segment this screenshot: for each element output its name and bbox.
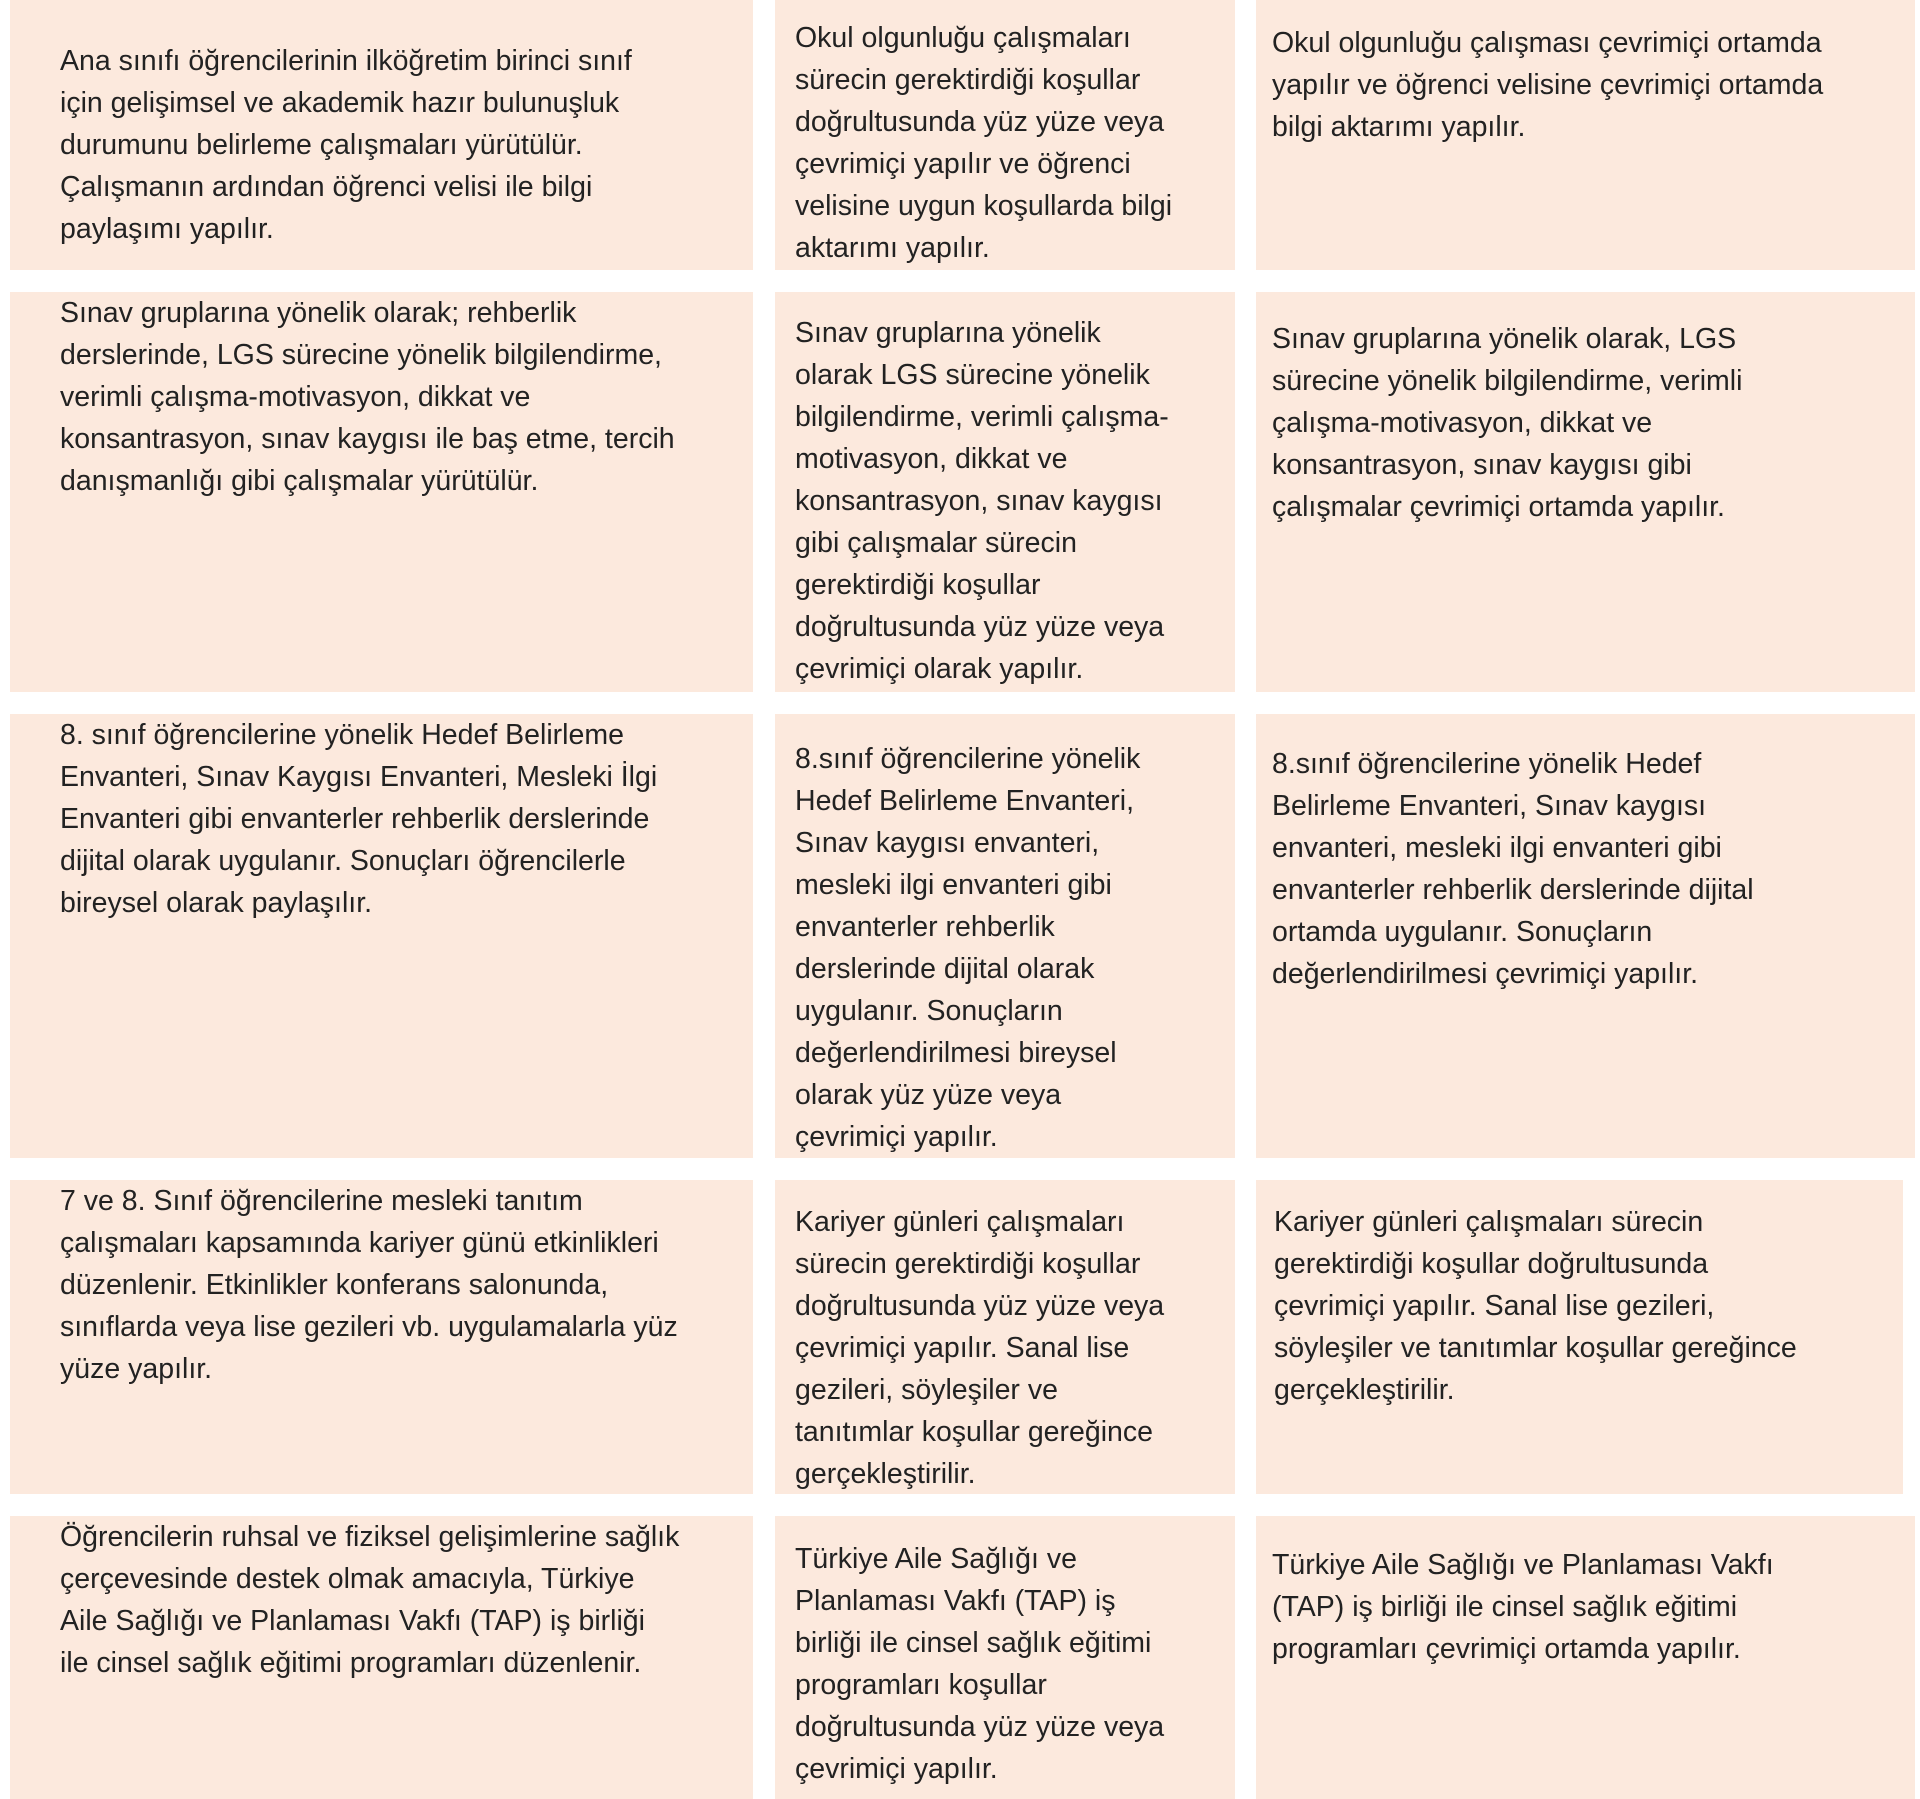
row-2-cell-1 (10, 292, 753, 692)
row-3-cell-2-text: 8.sınıf öğrencilerine yönelik Hedef Belirleme Envanteri, Sınav kaygısı envanteri, mesleki ilgi envanteri gibi envanterler rehberlik derslerinde dijital olarak uygulanır. Sonuçların değerlendirilmesi bireysel olarak yüz yüze veya çevrimiçi yapılır. (795, 743, 1141, 1153)
row-5-cell-2-text: Türkiye Aile Sağlığı ve Planlaması Vakfı (TAP) iş birliği ile cinsel sağlık eğitimi programları koşullar doğrultusunda yüz yüze veya çevrimiçi yapılır. (795, 1543, 1165, 1785)
row-5-cell-3 (1256, 1516, 1915, 1799)
row-4-cell-3 (1256, 1180, 1903, 1494)
row-1-cell-1 (10, 0, 753, 270)
row-3-cell-1 (10, 714, 753, 1158)
row-4-cell-2 (775, 1180, 1235, 1494)
row-5-cell-1 (10, 1516, 753, 1799)
row-2-cell-2 (775, 292, 1235, 692)
row-3-cell-1-text: 8. sınıf öğrencilerine yönelik Hedef Belirleme Envanteri, Sınav Kaygısı Envanteri, Mesleki İlgi Envanteri gibi envanterler rehberlik derslerinde dijital olarak uygulanır. Sonuçları öğrencilerle bireysel olarak paylaşılır. (60, 719, 658, 919)
row-1-cell-2-text: Okul olgunluğu çalışmaları sürecin gerektirdiği koşullar doğrultusunda yüz yüze veya çevrimiçi yapılır ve öğrenci velisine uygun koşullarda bilgi aktarımı yapılır. (795, 22, 1173, 264)
row-1-cell-3 (1256, 0, 1915, 270)
row-2-cell-3-text: Sınav gruplarına yönelik olarak, LGS sürecine yönelik bilgilendirme, verimli çalışma-motivasyon, dikkat ve konsantrasyon, sınav kaygısı gibi çalışmalar çevrimiçi ortamda yapılır. (1272, 323, 1743, 523)
row-5-cell-2 (775, 1516, 1235, 1799)
row-5-cell-1-text: Öğrencilerin ruhsal ve fiziksel gelişimlerine sağlık çerçevesinde destek olmak amacıyla, Türkiye Aile Sağlığı ve Planlaması Vakfı (TAP) iş birliği ile cinsel sağlık eğitimi programları düzenlenir. (60, 1521, 680, 1679)
row-1-cell-2 (775, 0, 1235, 270)
row-3-cell-3-text: 8.sınıf öğrencilerine yönelik Hedef Belirleme Envanteri, Sınav kaygısı envanteri, mesleki ilgi envanteri gibi envanterler rehberlik derslerinde dijital ortamda uygulanır. Sonuçların değerlendirilmesi çevrimiçi yapılır. (1272, 748, 1754, 990)
row-4-cell-2-text: Kariyer günleri çalışmaları sürecin gerektirdiği koşullar doğrultusunda yüz yüze veya çevrimiçi yapılır. Sanal lise gezileri, söyleşiler ve tanıtımlar koşullar gereğince gerçekleştirilir. (795, 1206, 1165, 1490)
row-2-cell-1-text: Sınav gruplarına yönelik olarak; rehberlik derslerinde, LGS sürecine yönelik bilgilendirme, verimli çalışma-motivasyon, dikkat ve konsantrasyon, sınav kaygısı ile baş etme, tercih danışmanlığı gibi çalışmalar yürütülür. (60, 297, 675, 497)
row-1-cell-3-text: Okul olgunluğu çalışması çevrimiçi ortamda yapılır ve öğrenci velisine çevrimiçi ortamda bilgi aktarımı yapılır. (1272, 27, 1824, 143)
row-3-cell-2 (775, 714, 1235, 1158)
row-3-cell-3 (1256, 714, 1915, 1158)
row-1-cell-1-text: Ana sınıfı öğrencilerinin ilköğretim birinci sınıf için gelişimsel ve akademik hazır bulunuşluk durumunu belirleme çalışmaları yürütülür. Çalışmanın ardından öğrenci velisi ile bilgi paylaşımı yapılır. (60, 45, 632, 245)
row-2-cell-3 (1256, 292, 1915, 692)
row-4-cell-1-text: 7 ve 8. Sınıf öğrencilerine mesleki tanıtım çalışmaları kapsamında kariyer günü etkinlikleri düzenlenir. Etkinlikler konferans salonunda, sınıflarda veya lise gezileri vb. uygulamalarla yüz yüze yapılır. (60, 1185, 678, 1385)
row-5-cell-3-text: Türkiye Aile Sağlığı ve Planlaması Vakfı (TAP) iş birliği ile cinsel sağlık eğitimi programları çevrimiçi ortamda yapılır. (1272, 1549, 1774, 1665)
row-4-cell-3-text: Kariyer günleri çalışmaları sürecin gerektirdiği koşullar doğrultusunda çevrimiçi yapılır. Sanal lise gezileri, söyleşiler ve tanıtımlar koşullar gereğince gerçekleştirilir. (1274, 1206, 1797, 1406)
row-2-cell-2-text: Sınav gruplarına yönelik olarak LGS sürecine yönelik bilgilendirme, verimli çalışma- motivasyon, dikkat ve konsantrasyon, sınav kaygısı gibi çalışmalar sürecin gerektirdiği koşullar doğrultusunda yüz yüze veya çevrimiçi olarak yapılır. (795, 317, 1169, 685)
row-4-cell-1 (10, 1180, 753, 1494)
